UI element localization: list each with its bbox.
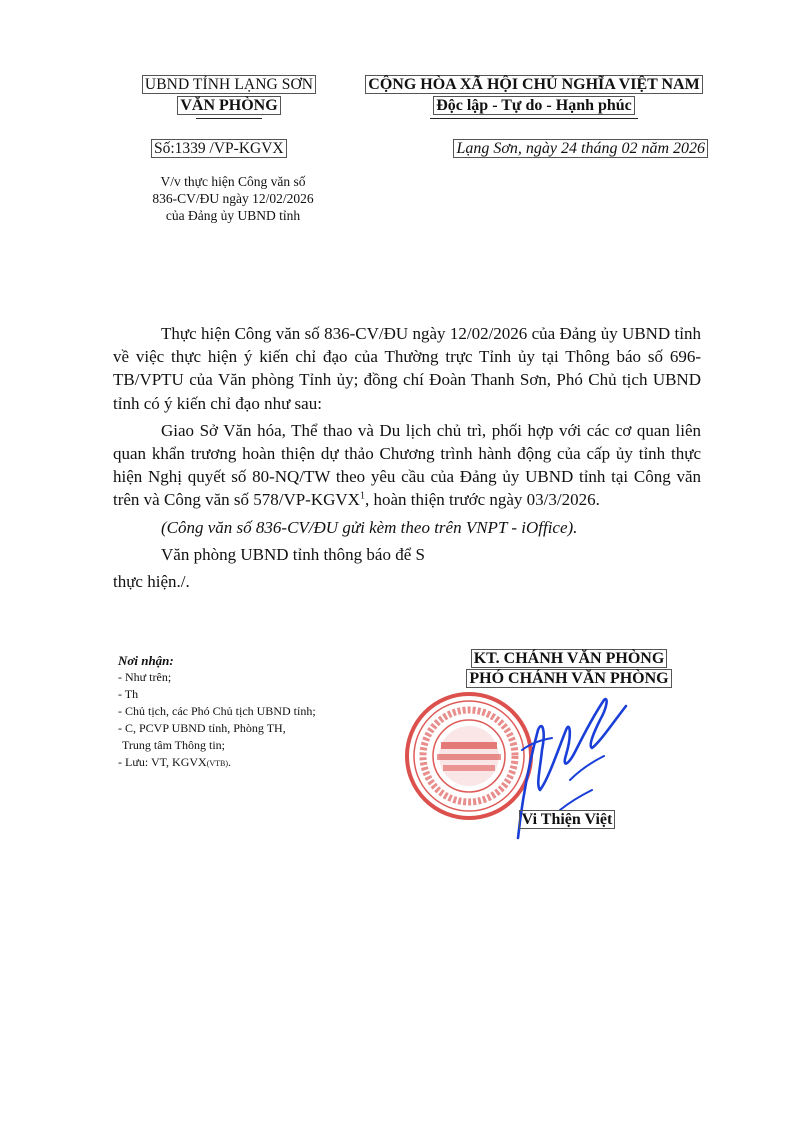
national-title: [348, 76, 720, 94]
document-subject: [126, 173, 340, 224]
national-motto-text: Độc lập - Tự do - Hạnh phúc: [433, 96, 635, 115]
signer-name: [510, 811, 624, 829]
subject-line-1: V/v thực hiện Công văn số: [160, 174, 306, 189]
national-title-text: CỘNG HÒA XÃ HỘI CHỦ NGHĨA VIỆT NAM: [365, 75, 702, 94]
issuing-office: [134, 97, 324, 115]
subject-line-2: 836-CV/ĐU ngày 12/02/2026: [152, 191, 314, 206]
body-paragraph-2-tail: , hoàn thiện trước ngày 03/3/2026.: [364, 490, 600, 510]
signer-title-1-text: KT. CHÁNH VĂN PHÒNG: [471, 649, 668, 668]
body-closing-end: thực hiện./.: [113, 572, 190, 592]
signer-title-2-text: PHÓ CHÁNH VĂN PHÒNG: [466, 669, 671, 688]
document-number-text: Số:1339 /VP-KGVX: [151, 139, 287, 158]
recipient-item: - Như trên;: [118, 670, 172, 684]
body-paragraph-1: Thực hiện Công văn số 836-CV/ĐU ngày 12/02/2026 của Đảng ủy UBND tỉnh về việc thực hiện ý kiến chỉ đạo của Thường trực Tỉnh ủy tại Thông báo số 696-TB/VPTU của Văn phòng Tỉnh ủy; đồng chí Đoàn Thanh Sơn, Phó Chủ tịch UBND tỉnh có ý kiến chỉ đạo như sau:: [113, 324, 701, 413]
recipient-item: - C, PCVP UBND tỉnh, Phòng TH,: [118, 721, 286, 735]
recipient-item: - Th: [118, 687, 139, 701]
place-and-date-text: Lạng Sơn, ngày 24 tháng 02 năm 2026: [453, 139, 708, 158]
issuing-office-text: VĂN PHÒNG: [177, 96, 280, 115]
org-underline: [196, 118, 262, 119]
issuing-authority-text: UBND TỈNH LẠNG SƠN: [142, 75, 316, 94]
body-paragraph-attachment: (Công văn số 836-CV/ĐU gửi kèm theo trên VNPT - iOffice).: [161, 517, 578, 537]
recipients-block: [118, 652, 388, 772]
recipients-title: Nơi nhận:: [118, 653, 174, 668]
motto-underline: [430, 118, 638, 119]
issuing-authority: [134, 76, 324, 94]
archive-end: .: [228, 755, 232, 769]
document-number: [151, 140, 287, 158]
signer-title-line-1: [446, 650, 692, 668]
place-and-date: [358, 140, 708, 158]
signer-name-text: Vi Thiện Việt: [519, 810, 616, 829]
archive-label: - Lưu: VT, KGVX: [118, 755, 207, 769]
recipient-item: - Chủ tịch, các Phó Chủ tịch UBND tỉnh;: [118, 704, 316, 718]
national-motto: [348, 97, 720, 115]
recipient-item-archive: [118, 754, 388, 772]
document-body: [113, 322, 701, 593]
signer-title-line-2: [446, 670, 692, 688]
body-paragraph-closing: Văn phòng UBND tỉnh thông báo để S: [161, 544, 425, 564]
footnote-mark: 1: [359, 490, 365, 502]
body-paragraph-2-main: Giao Sở Văn hóa, Thể thao và Du lịch chủ trì, phối hợp với các cơ quan liên quan khẩn trương hoàn thiện dự thảo Chương trình hành động của cấp ủy tỉnh thực hiện Nghị quyết số 80-NQ/TW theo yêu cầu của Đảng ủy UBND tỉnh tại Công văn trên và Công văn số 578/VP-KGVX: [113, 420, 701, 510]
archive-suffix: (VTB): [206, 759, 229, 768]
recipient-item: Trung tâm Thông tin;: [122, 738, 226, 752]
subject-line-3: của Đảng ủy UBND tỉnh: [165, 208, 301, 223]
body-paragraph-2: [113, 419, 701, 512]
